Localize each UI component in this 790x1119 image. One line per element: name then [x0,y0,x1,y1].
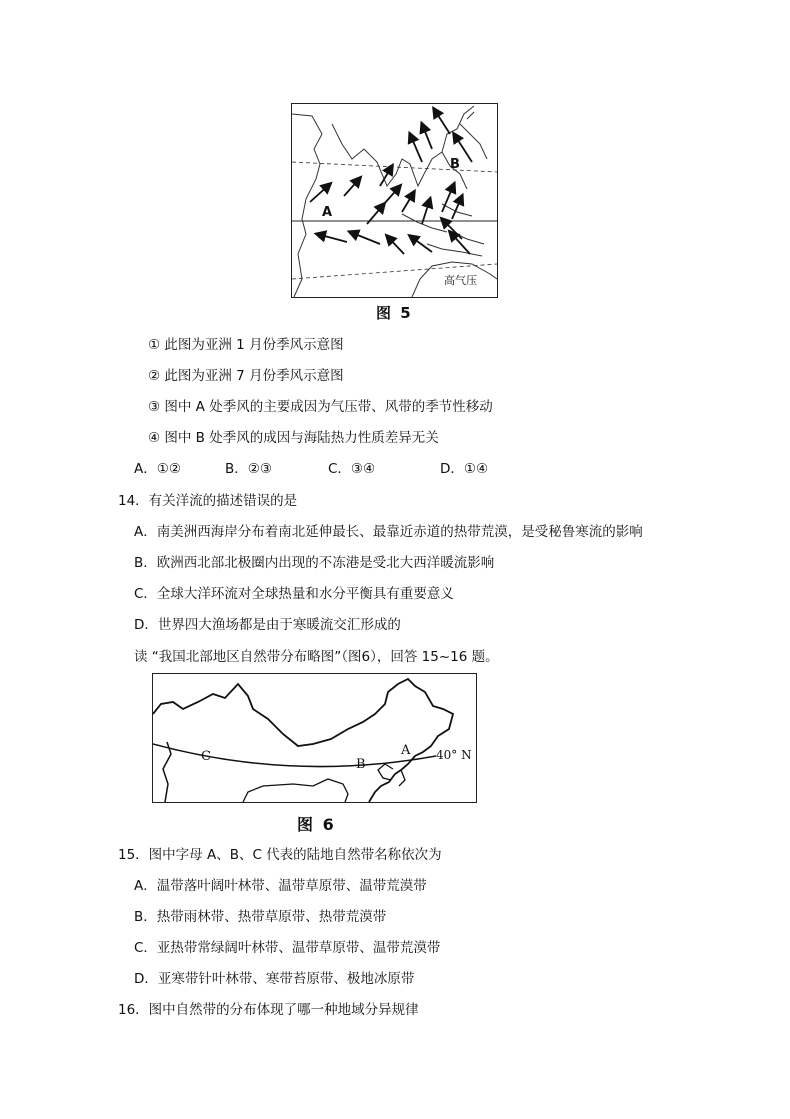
figure6-label-b: B [356,757,366,772]
q13-option-d: D．①④ [440,461,489,477]
inner-border-1 [163,742,171,802]
figure5-label-b: B [450,157,460,172]
figure5-label-high-pressure: 高气压 [444,274,477,287]
coastline-japan [460,112,487,159]
wind-arrow [434,109,450,134]
q14-option-c: C．全球大洋环流对全球热量和水分平衡具有重要意义 [134,586,454,602]
q15-option-b: B．热带雨林带、热带草原带、热带荒漠带 [134,909,387,925]
wind-arrow [442,219,462,239]
china-north-border [153,679,453,802]
figure6-label-40n: 40° N [436,748,472,762]
wind-arrow [410,134,422,162]
inner-border-2 [243,779,348,802]
wind-arrow [422,124,432,149]
monsoon-map-graphic [292,104,497,297]
coastline-india [332,124,424,186]
figure6-caption: 图 6 [297,815,336,834]
wind-arrow [452,196,462,219]
figure5-caption: 图 5 [376,304,413,322]
wind-arrow [442,184,454,212]
natural-zone-map-graphic [153,674,476,802]
q13-option-c: C．③④ [328,461,376,477]
q15-option-d: D．亚寒带针叶林带、寒带苔原带、极地冰原带 [134,971,415,987]
wind-arrow [317,234,347,242]
q15-stem: 15．图中字母 A、B、C 代表的陆地自然带名称依次为 [118,847,442,863]
tropic-line-north [292,162,497,172]
q16-stem: 16．图中自然带的分布体现了哪一种地域分异规律 [118,1002,419,1018]
wind-arrow [387,236,404,254]
q13-option-b: B．②③ [225,461,272,477]
figure6-label-a: A [401,743,411,758]
wind-arrow [410,236,432,252]
q14-stem: 14．有关洋流的描述错误的是 [118,493,298,509]
wind-arrow [384,186,400,204]
q15-option-c: C．亚热带常绿阔叶林带、温带草原带、温带荒漠带 [134,940,441,956]
q13-statement-2: ② 此图为亚洲 7 月份季风示意图 [148,368,344,384]
q14-option-a: A．南美洲西海岸分布着南北延伸最长、最靠近赤道的热带荒漠，是受秘鲁寒流的影响 [134,524,643,540]
wind-arrow [344,178,360,196]
q13-statement-1: ① 此图为亚洲 1 月份季风示意图 [148,337,344,353]
q14-option-b: B．欧洲西北部北极圈内出现的不冻港是受北大西洋暖流影响 [134,555,495,571]
wind-arrow [402,192,414,212]
wind-arrow [350,232,380,244]
wind-arrow [422,199,430,224]
figure6-label-c: C [201,749,211,764]
figure5-map [291,103,498,298]
latitude-40n [153,744,436,767]
monsoon-arrows [310,109,472,254]
q13-option-a: A．①② [134,461,181,477]
coastline-asia [292,114,322,297]
q13-statement-4: ④ 图中 B 处季风的成因与海陆热力性质差异无关 [148,430,439,446]
wind-arrow [310,184,330,202]
intro-15-16: 读 “我国北部地区自然带分布略图”（图6），回答 15~16 题。 [134,649,499,665]
q15-option-a: A．温带落叶阔叶林带、温带草原带、温带荒漠带 [134,878,427,894]
bohai-coast [378,764,405,786]
q14-option-d: D．世界四大渔场都是由于寒暖流交汇形成的 [134,617,401,633]
q13-statement-3: ③ 图中 A 处季风的主要成因为气压带、风带的季节性移动 [148,399,493,415]
figure6-map [152,673,477,803]
figure5-label-a: A [322,205,333,220]
